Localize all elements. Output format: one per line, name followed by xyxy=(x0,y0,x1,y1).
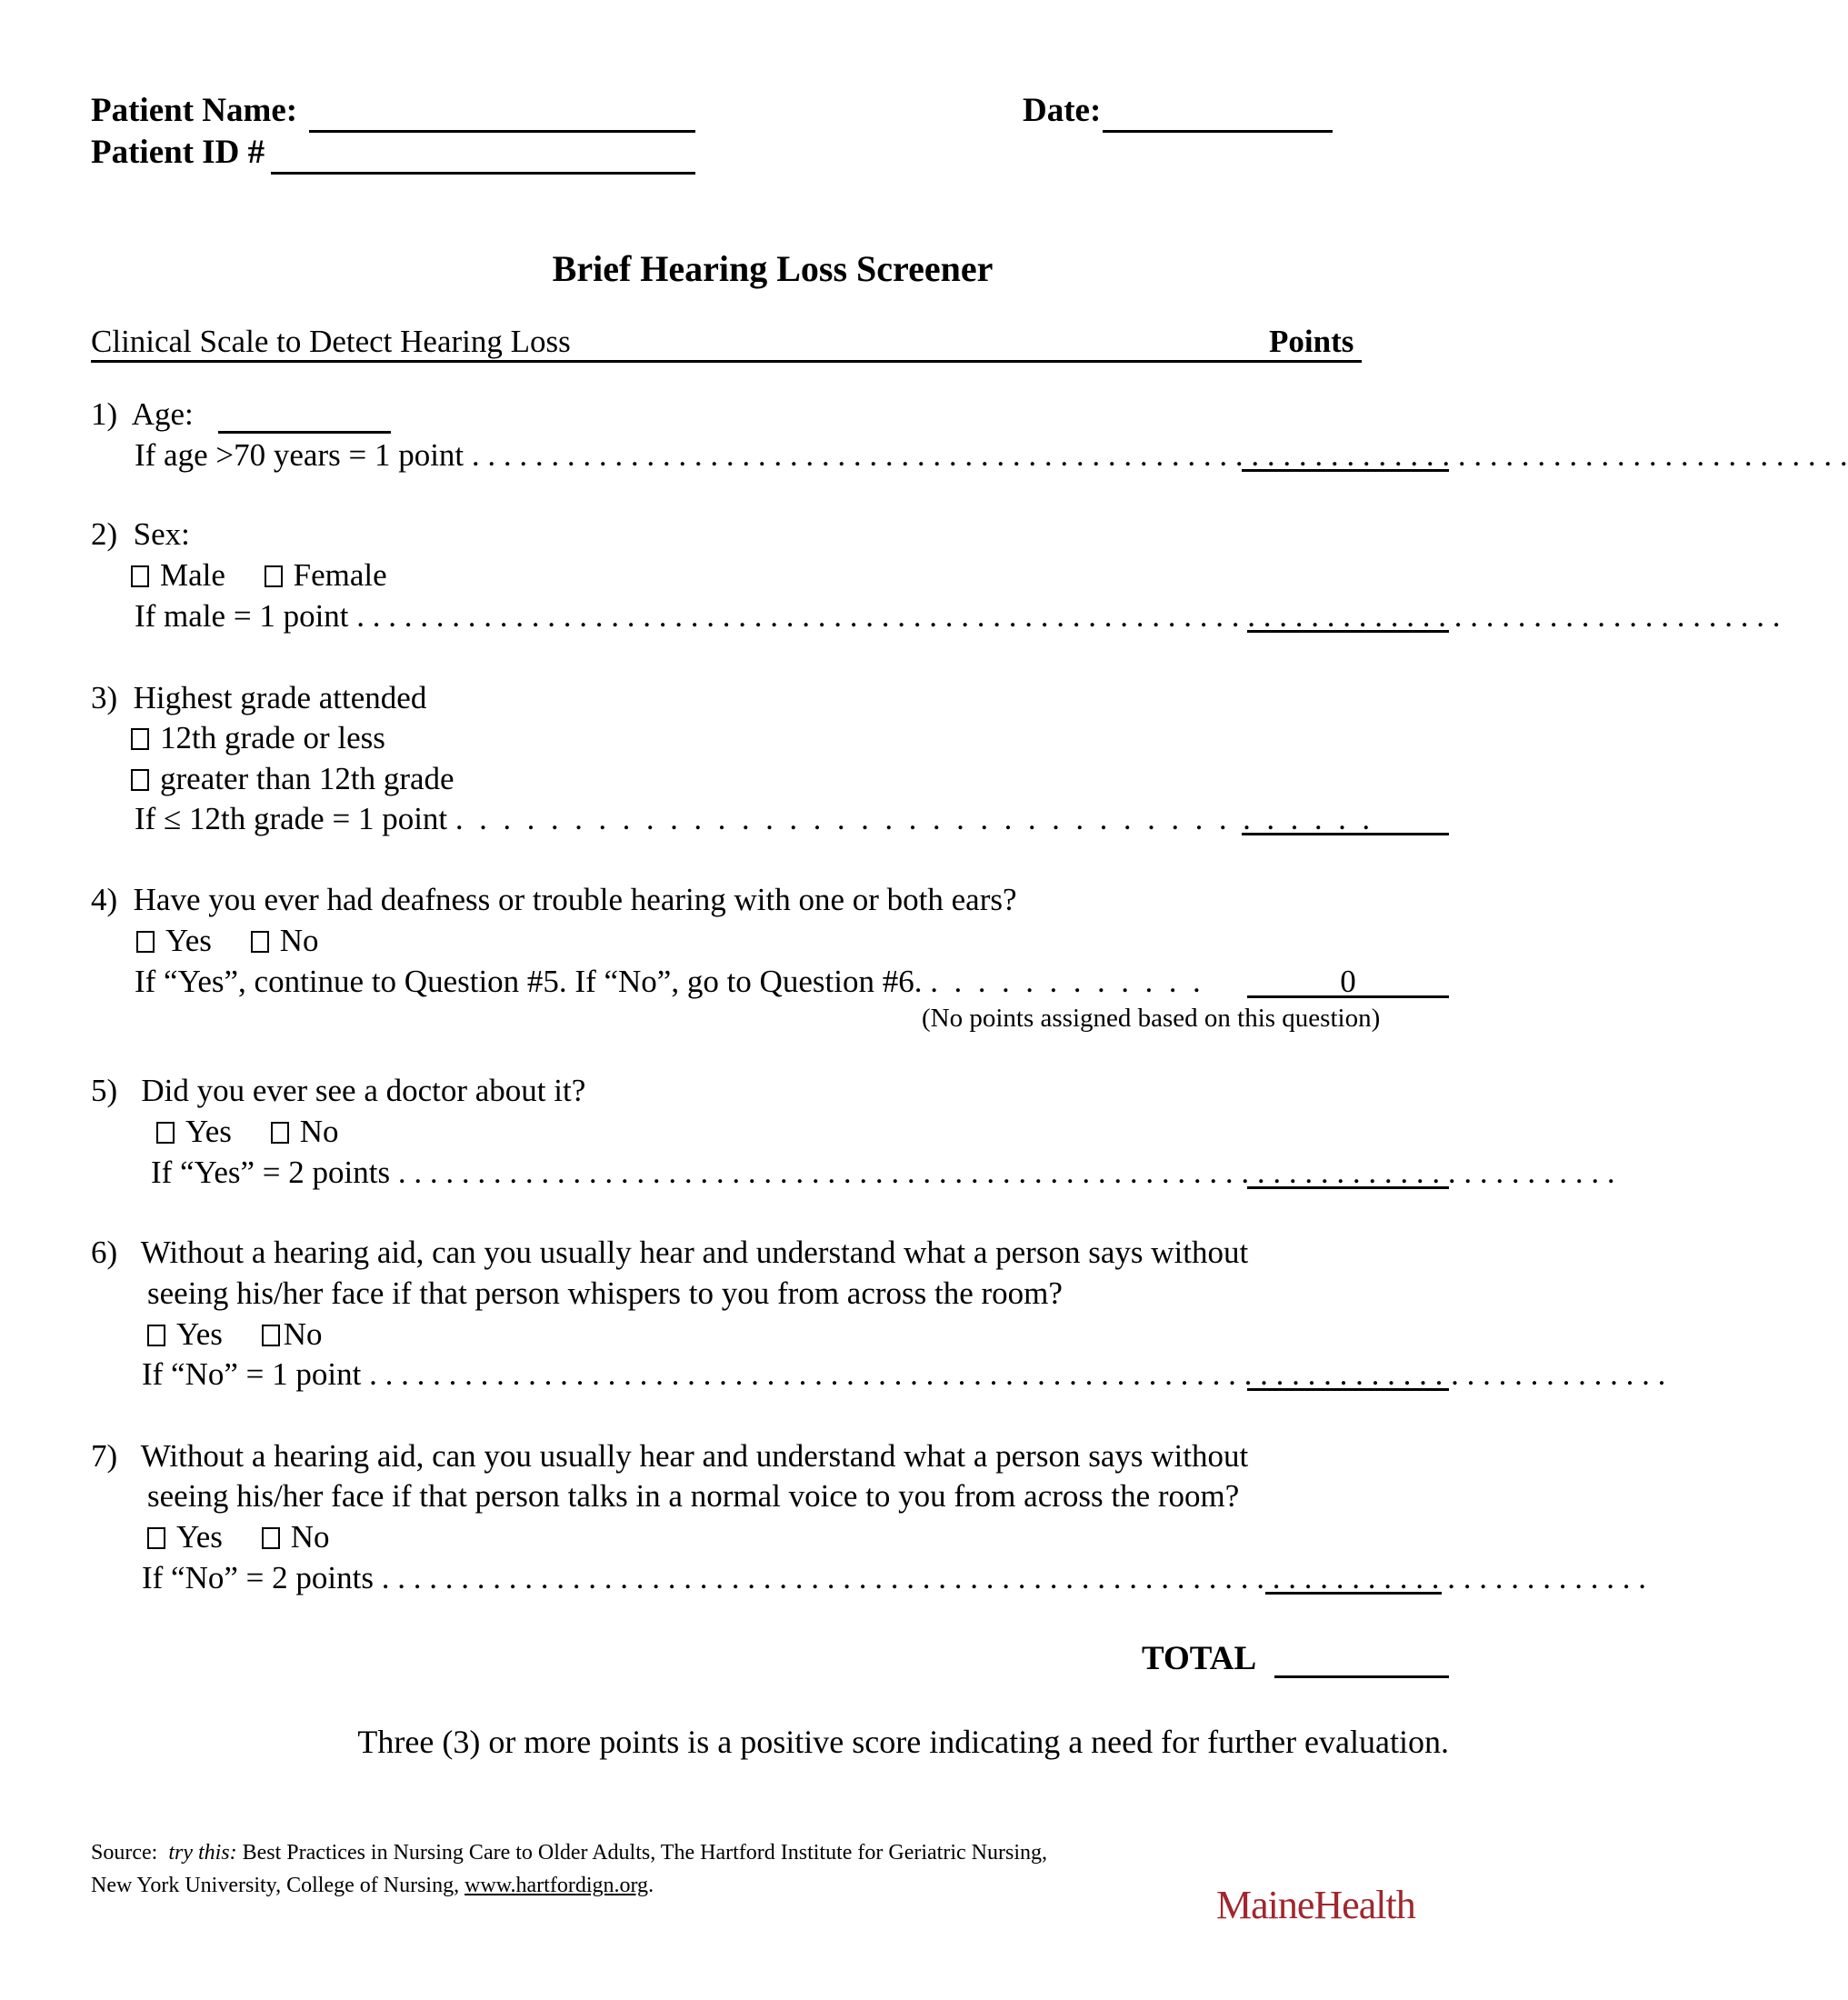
option-yes[interactable]: Yes xyxy=(147,1517,223,1557)
option-no[interactable]: No xyxy=(262,1315,323,1355)
patient-name-label: Patient Name: xyxy=(91,92,298,129)
patient-id-label: Patient ID # xyxy=(91,134,265,171)
question-4-options xyxy=(136,921,349,961)
question-4 xyxy=(91,880,1017,920)
question-text: Did you ever see a doctor about it? xyxy=(141,1073,586,1108)
question-text: Sex: xyxy=(133,516,190,552)
patient-name-field[interactable] xyxy=(309,94,695,133)
question-5-options xyxy=(156,1112,369,1152)
option-greater-than-12th[interactable]: greater than 12th grade xyxy=(131,759,455,799)
question-1 xyxy=(91,395,194,435)
scale-header-underline xyxy=(91,327,1362,363)
option-yes[interactable]: Yes xyxy=(147,1315,223,1355)
checkbox[interactable] xyxy=(156,1122,175,1144)
question-7-text-line2: seeing his/her face if that person talks in a normal voice to you from across the room? xyxy=(147,1478,1240,1514)
source-line-1: Source: try this: Best Practices in Nursing Care to Older Adults, The Hartford Institute for Geriatric Nursing, xyxy=(91,1841,1047,1865)
checkbox[interactable] xyxy=(251,931,269,953)
question-number: 5) xyxy=(91,1073,118,1108)
question-1-rule: If age >70 years = 1 point . . . . . . . . . . . . . . . . . . . . . . . . . . . . . . . . . . . . . . . . . . . . . . . . . . . . . . . . . . . . . . . . . . . . . . . . . . . . . . . . . . . . . . . xyxy=(135,437,1848,473)
question-7-options xyxy=(147,1517,360,1557)
question-7-rule: If “No” = 2 points . . . . . . . . . . . . . . . . . . . . . . . . . . . . . . . . . . . . . . . . . . . . . . . . . . . . . . . . . . . . . . . . . . . . . . . . . . . . . . . . xyxy=(142,1560,1646,1595)
checkbox[interactable] xyxy=(136,931,155,953)
question-6-text-line2: seeing his/her face if that person whispers to you from across the room? xyxy=(147,1275,1063,1311)
question-5-rule: If “Yes” = 2 points . . . . . . . . . . . . . . . . . . . . . . . . . . . . . . . . . . . . . . . . . . . . . . . . . . . . . . . . . . . . . . . . . . . . . . . . . . . . . xyxy=(151,1155,1615,1190)
question-number: 4) xyxy=(91,882,118,917)
question-text: Without a hearing aid, can you usually hear and understand what a person says without xyxy=(140,1438,1249,1474)
question-number: 6) xyxy=(91,1235,118,1270)
scale-label: Clinical Scale to Detect Hearing Loss xyxy=(91,324,571,359)
question-number: 1) xyxy=(91,396,118,432)
option-12th-or-less[interactable]: 12th grade or less xyxy=(131,718,385,758)
source-italic: try this: xyxy=(168,1841,237,1865)
question-2 xyxy=(91,515,190,555)
checkbox[interactable] xyxy=(131,769,149,791)
question-number: 3) xyxy=(91,680,118,715)
question-6 xyxy=(91,1233,1248,1273)
question-number: 2) xyxy=(91,516,118,552)
question-7-points[interactable] xyxy=(1265,1558,1442,1595)
checkbox[interactable] xyxy=(271,1122,289,1144)
option-no[interactable]: No xyxy=(271,1112,339,1152)
question-text: Age: xyxy=(131,396,194,432)
points-header: Points xyxy=(1269,324,1354,359)
option-yes[interactable]: Yes xyxy=(156,1112,232,1152)
date-field[interactable] xyxy=(1103,94,1333,133)
source-line-2: New York University, College of Nursing, www.hartfordign.org. xyxy=(91,1874,654,1897)
patient-id-field[interactable] xyxy=(271,135,695,175)
question-3 xyxy=(91,678,426,718)
checkbox[interactable] xyxy=(265,565,283,587)
question-1-points[interactable] xyxy=(1242,435,1449,472)
option-yes[interactable]: Yes xyxy=(136,921,212,961)
question-2-options xyxy=(131,555,418,595)
question-2-points[interactable] xyxy=(1247,596,1449,633)
question-4-points[interactable]: 0 xyxy=(1247,962,1449,998)
question-text: Have you ever had deafness or trouble hearing with one or both ears? xyxy=(133,882,1017,917)
total-label: TOTAL xyxy=(1142,1640,1257,1677)
question-3-rule: If ≤ 12th grade = 1 point . . . . . . . . . . . . . . . . . . . . . . . . . . . . . . . . . . . . . . . xyxy=(135,801,1371,836)
option-female[interactable]: Female xyxy=(265,555,387,595)
age-field[interactable] xyxy=(218,398,391,434)
mainehealth-logo: MaineHealth xyxy=(1216,1883,1415,1927)
question-6-rule: If “No” = 1 point . . . . . . . . . . . . . . . . . . . . . . . . . . . . . . . . . . . . . . . . . . . . . . . . . . . . . . . . . . . . . . . . . . . . . . . . . . . . . . . . . . xyxy=(142,1356,1666,1392)
checkbox[interactable] xyxy=(131,565,149,587)
question-7 xyxy=(91,1436,1248,1476)
question-3-points[interactable] xyxy=(1242,799,1449,835)
date-label: Date: xyxy=(1023,92,1102,129)
question-5 xyxy=(91,1071,585,1111)
question-4-rule: If “Yes”, continue to Question #5. If “No”, go to Question #6. . . . . . . . . . . . . xyxy=(135,964,1201,999)
question-6-options xyxy=(147,1315,353,1355)
question-5-points[interactable] xyxy=(1247,1153,1449,1189)
option-no[interactable]: No xyxy=(262,1517,330,1557)
question-number: 7) xyxy=(91,1438,118,1474)
question-6-points[interactable] xyxy=(1247,1355,1449,1391)
checkbox[interactable] xyxy=(131,728,149,750)
option-male[interactable]: Male xyxy=(131,555,225,595)
checkbox[interactable] xyxy=(262,1527,280,1549)
page-title: Brief Hearing Loss Screener xyxy=(552,248,994,289)
checkbox[interactable] xyxy=(262,1325,280,1346)
total-field[interactable] xyxy=(1274,1639,1449,1678)
checkbox[interactable] xyxy=(147,1527,165,1549)
question-2-rule: If male = 1 point . . . . . . . . . . . . . . . . . . . . . . . . . . . . . . . . . . . . . . . . . . . . . . . . . . . . . . . . . . . . . . . . . . . . . . . . . . . . . . . . . . . . . . . . . . xyxy=(135,598,1781,634)
checkbox[interactable] xyxy=(147,1325,165,1346)
option-no[interactable]: No xyxy=(251,921,319,961)
question-4-note: (No points assigned based on this question) xyxy=(922,1004,1381,1033)
source-link[interactable]: www.hartfordign.org xyxy=(464,1874,649,1897)
question-text: Without a hearing aid, can you usually hear and understand what a person says without xyxy=(140,1235,1249,1270)
interpretation-text: Three (3) or more points is a positive score indicating a need for further evaluation. xyxy=(357,1724,1449,1760)
question-text: Highest grade attended xyxy=(133,680,427,715)
